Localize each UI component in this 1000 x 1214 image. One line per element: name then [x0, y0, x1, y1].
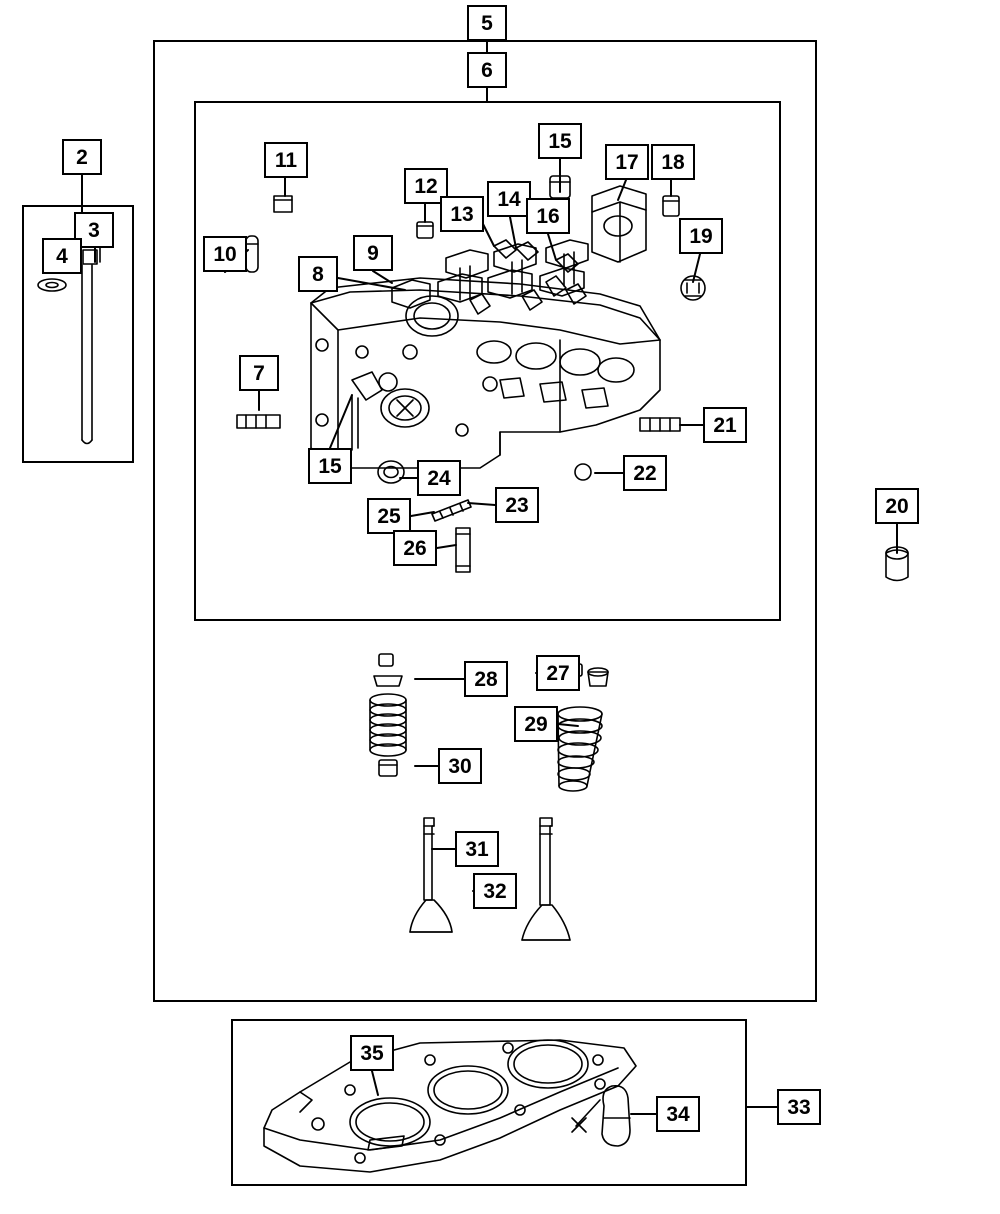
- callout-35[interactable]: 35: [350, 1035, 394, 1071]
- callout-16[interactable]: 16: [526, 198, 570, 234]
- callout-32[interactable]: 32: [473, 873, 517, 909]
- callout-13[interactable]: 13: [440, 196, 484, 232]
- callout-15-lower[interactable]: 15: [308, 448, 352, 484]
- callout-5[interactable]: 5: [467, 5, 507, 41]
- callout-10[interactable]: 10: [203, 236, 247, 272]
- callout-27[interactable]: 27: [536, 655, 580, 691]
- callout-2[interactable]: 2: [62, 139, 102, 175]
- callout-25[interactable]: 25: [367, 498, 411, 534]
- callout-20[interactable]: 20: [875, 488, 919, 524]
- callout-14[interactable]: 14: [487, 181, 531, 217]
- callout-34[interactable]: 34: [656, 1096, 700, 1132]
- callout-11[interactable]: 11: [264, 142, 308, 178]
- callout-9[interactable]: 9: [353, 235, 393, 271]
- callout-23[interactable]: 23: [495, 487, 539, 523]
- callout-19[interactable]: 19: [679, 218, 723, 254]
- callout-22[interactable]: 22: [623, 455, 667, 491]
- callout-24[interactable]: 24: [417, 460, 461, 496]
- callout-18[interactable]: 18: [651, 144, 695, 180]
- callout-15-top[interactable]: 15: [538, 123, 582, 159]
- callout-7[interactable]: 7: [239, 355, 279, 391]
- callout-21[interactable]: 21: [703, 407, 747, 443]
- callout-3[interactable]: 3: [74, 212, 114, 248]
- callout-28[interactable]: 28: [464, 661, 508, 697]
- callout-33[interactable]: 33: [777, 1089, 821, 1125]
- callout-8[interactable]: 8: [298, 256, 338, 292]
- callout-6[interactable]: 6: [467, 52, 507, 88]
- callout-26[interactable]: 26: [393, 530, 437, 566]
- callout-17[interactable]: 17: [605, 144, 649, 180]
- callout-30[interactable]: 30: [438, 748, 482, 784]
- callout-4[interactable]: 4: [42, 238, 82, 274]
- callout-29[interactable]: 29: [514, 706, 558, 742]
- callout-31[interactable]: 31: [455, 831, 499, 867]
- callout-12[interactable]: 12: [404, 168, 448, 204]
